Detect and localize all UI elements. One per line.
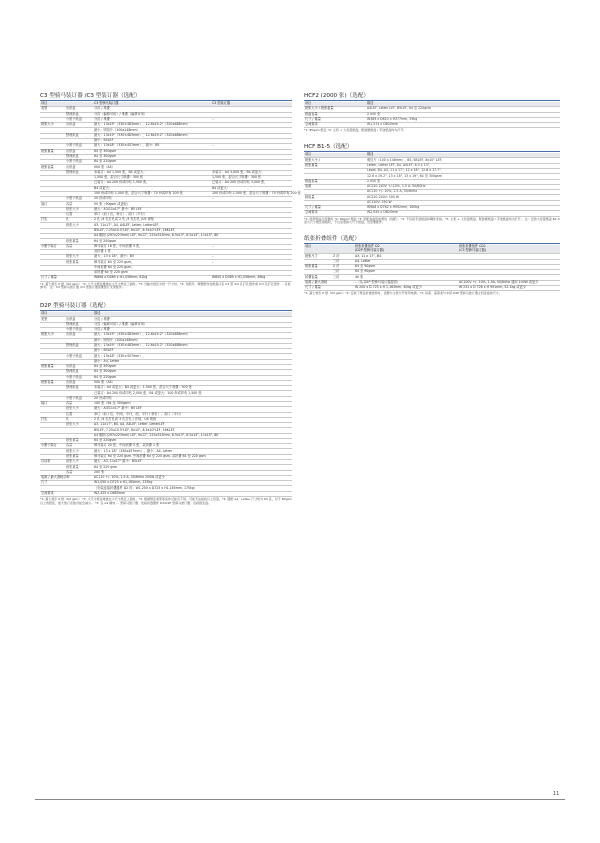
row-value-cell: 40 张 (354, 275, 458, 280)
row-sub-cell: 整理纸盘 (65, 386, 93, 391)
d2p-spec-table (40, 312, 292, 497)
row-sub-cell: 孔 (65, 417, 93, 422)
row-sub-cell: 出纸盘 (65, 317, 93, 322)
row-value-cell: 分页 / 堆叠 (93, 107, 211, 112)
row-group-cell: 折叠容量 (304, 275, 332, 280)
hcf2-notes: *1: 80gsm 纸张 *2: 主机 + 大容量纸盘，配装额纸盘 / 手送纸盘均为打开。 (304, 128, 407, 133)
row-sub-cell: 纸张大小 (65, 223, 93, 228)
row-group-cell: 纸张重量 (304, 163, 366, 168)
row-sub-cell: 整理纸盘 (65, 170, 93, 175)
row-group-cell: 纸张大小 / (304, 158, 366, 163)
row-sub-cell: 纸张大小 (65, 407, 93, 412)
row-sub-cell: 小册子纸盘 (65, 197, 93, 202)
row-sub-cell: 整理纸盘 (65, 133, 93, 138)
row-value-cell: A3, 11x17", A4, A4LEF, Letter, LetterLEF, (93, 223, 211, 228)
header-item: 项目 (40, 312, 93, 317)
d2p-table-body (40, 317, 292, 497)
row-value-cell: AC110 +/- 10%, 2.5 A, 50/60Hz (366, 190, 560, 195)
hcfb15-notes: *1: 使用明信片需要时 *2: 80gsm 纸张 *3: 需配备备用电源线（选配）。*4: 不包括手送纸盘和耦件连接。*5: 主机 + 大容量纸盘、配装额纸盘 / 手送纸盘均为打开。 注：安装大容量纸盘 B1-5 需大尺寸纸张规格时，不仅需更换大尺寸纸盘，也需要配件。 (304, 216, 560, 225)
row-sub-cell: 小册子纸盘 (65, 375, 93, 380)
row-value-cell: 64 至 220 gsm (93, 465, 292, 470)
row-value-cell: 中间折叠 64 至 220 gsm， (93, 265, 211, 270)
row-value-cell: 64 至 220gsm (93, 438, 292, 443)
folder-section (304, 235, 560, 296)
row-value-cell: – (211, 144, 292, 149)
c3-section-title: C3 型骑马装订器 /C3 型装订器（选配） (40, 92, 292, 101)
row-value-cell: 最大：A3, 11x17" 最小：B5LEF (93, 460, 292, 465)
row-sub-cell: 整理纸盘 (65, 112, 93, 117)
row-sub-cell: 纸张大小 (65, 207, 93, 212)
row-value-cell: 分页（偏移可用）/ 堆叠（偏移可用） (93, 112, 211, 117)
header-c3-saddle: C3 型骑马装订器 (93, 102, 211, 107)
row-value-cell: – (211, 197, 292, 202)
row-sub-cell: 位置 (65, 212, 93, 217)
header-description: 描述 (93, 312, 292, 317)
row-value-cell: AC110V: 250 W (366, 200, 560, 205)
row-group-cell: 纸盘容量 (304, 179, 366, 184)
folder-notes: *1: 富士施乐 P 纸（64 gsm）*2: 安装了纸张折叠组件时，需要与主机分开使用电源。*3: 纵深、高度差与中间 D2P 型骑马装订器主机连接的尺寸。 (304, 291, 502, 296)
header-item: 项目 (304, 102, 366, 107)
row-value-cell: 200 张 (93, 470, 292, 475)
row-value-cell: 最小：A4, Letter (93, 359, 292, 364)
c3-spec-table (40, 101, 301, 282)
row-sub-cell: 三折 (332, 270, 354, 275)
row-sub-cell: 整理纸盘 (65, 154, 93, 159)
row-value-cell: 12.6 x 19.2", 13 x 18", 13 x 19", 64 至 300gsm (366, 174, 560, 179)
header-description: 描述 (366, 102, 560, 107)
d2p-section (40, 302, 292, 505)
row-value-cell: 单订（前 / 后，斜订）, 双订（平行） (93, 212, 211, 217)
row-group-cell: 空间要求 (304, 211, 366, 216)
row-value-cell: – (211, 255, 292, 260)
hcf2-spec-table (304, 102, 560, 128)
row-sub-cell: 纸张重量 (65, 438, 93, 443)
row-value-cell: 骑马装订 64 至 220 gsm， (93, 260, 211, 265)
row-sub-cell: 容量 (65, 202, 93, 207)
row-value-cell: （安装连接折叠器件 D2 时：W1,250 x D725 x H1,165mm, 175kg） (93, 486, 292, 491)
header-item: 项目 (40, 102, 93, 107)
row-sub-cell: 纸张重量 (65, 239, 93, 244)
row-group-cell: 纸张重量 (40, 149, 65, 154)
row-value-cell: 分页 / 堆叠 (93, 317, 292, 322)
header-item: 项目 (304, 153, 366, 158)
row-value-cell: 分页 / 堆叠 (93, 328, 292, 333)
row-sub-cell: 容量 (65, 401, 93, 406)
row-value-cell: 最大：A3/11x17" 最小：B5 LEF (93, 407, 292, 412)
row-group-cell: 装订 (40, 202, 65, 207)
row-sub-cell: 纸张重量 (65, 260, 93, 265)
row-value-cell: AC220-240V +/-10%, 1.5 A, 50/60Hz (366, 184, 560, 189)
row-sub-cell: 出纸盘 (65, 364, 93, 369)
row-group-cell: 纸张重量 (40, 364, 65, 369)
row-group-cell: 空间要求 (304, 123, 366, 128)
row-sub-cell: 三折 (332, 259, 354, 264)
row-value-cell: A3, 11x17", B4, A4, A4LEF, Letter, LetterLEF, (93, 423, 292, 428)
row-value-cell: 64 至 200gsm (93, 239, 211, 244)
row-sub-cell: 出纸盘 (65, 165, 93, 170)
row-value-cell: 双折叠 1 张 (93, 249, 211, 254)
row-value-cell: 64 至 90gsm (354, 264, 458, 269)
header-item: 项目 (304, 245, 354, 254)
row-value-cell: 64 至 220gsm (93, 160, 211, 165)
row-sub-cell (65, 276, 93, 281)
folder-section-title: 纸张折叠组件（选配） (304, 235, 560, 244)
hcfb15-section-title: HCF B1-5（选配） (304, 143, 560, 152)
row-value-cell: W1,574 x D800mm (366, 123, 560, 128)
hcfb15-section (304, 143, 560, 225)
row-value-cell: 最大：13x19"（330×483mm），12.6x19.2"（320x488mm） (93, 333, 292, 338)
row-value-cell: 最大：13x19"（330×483mm），12.6x19.2"（320x488mm） (93, 123, 211, 128)
row-value-cell: 64 至 220gsm (93, 375, 292, 380)
row-group-cell: 尺寸 / 重量 (304, 117, 366, 122)
table-row (40, 276, 292, 281)
row-sub-cell: 纸张大小 (65, 423, 93, 428)
right-column (304, 92, 560, 296)
row-sub-cell: 纸张大小 (65, 255, 93, 260)
row-sub-cell: 纸张重量 (65, 454, 93, 459)
row-value-cell: B5LEF, 7.25x10.5"LEF, 8x10", 8.5x10"LEF, 16KLEF, (93, 228, 211, 233)
c3-section (40, 92, 301, 290)
row-value-cell: 已装订：A4 200 份或印有 2,000 张，B4 或更大：100 份或印有 1,500 张 (93, 391, 292, 396)
hcf2-table-body (304, 107, 560, 128)
header-c3-finisher: C3 型装订器 (211, 102, 292, 107)
row-sub-cell: 整理纸盘 (65, 370, 93, 375)
row-value-cell: 明信片（100 x 148mm）, B5, B5LEF, 8x10" LEF, (366, 158, 560, 163)
header-folder-d2: 纸张折叠组件 D2 (D2P 型骑马装订器) (354, 245, 458, 254)
row-sub-cell: 出纸盘 (65, 333, 93, 338)
row-sub-cell: 出纸盘 (65, 149, 93, 154)
row-value-cell: 64 至 300gsm (93, 370, 292, 375)
row-group-cell: 类型 (40, 107, 65, 112)
row-value-cell: – (211, 244, 292, 249)
row-group-cell: 纸张容量 (40, 165, 65, 170)
row-value-cell: W1,050 x D725 x H1,165mm, 135kg (93, 481, 292, 486)
header-folder-cd1: 纸张折叠组件 CD1 (C3 型骑马装订器) (458, 245, 560, 254)
left-column (40, 92, 301, 506)
row-value-cell: A4 帽面 (297x223mm) LEF, 9x11", 215x315mm, 8.5x13", 8.5x14", 11x15", 8K (93, 433, 292, 438)
row-group-cell: 纸张大小 (40, 123, 65, 128)
row-group-cell: 纸张大小 / 纸张重量 (304, 107, 366, 112)
row-group-cell: 尺寸 / 重量 (304, 286, 332, 291)
page-number: 11 (553, 791, 560, 797)
row-value-cell: – (211, 260, 292, 265)
row-value-cell: 2 孔 /4 孔打孔或 2 孔 /3 孔打孔 /US 规格 (93, 218, 211, 223)
row-group-cell: 纸盘容量 (304, 112, 366, 117)
folder-spec-table (304, 245, 560, 291)
c3-table-body (40, 106, 301, 281)
row-value-cell: B4 或更大： (211, 186, 292, 191)
row-value-cell: 50 张（90gsm 或更轻） (93, 202, 211, 207)
row-value-cell: Letter, Letter LEF, A4, A4LEF, 8.5 x 13", (366, 163, 560, 168)
row-sub-cell: 小册子纸盘 (65, 144, 93, 149)
row-value-cell: 20 份或印有 (93, 396, 292, 401)
row-sub-cell: 整理纸盘 (65, 322, 93, 327)
row-sub-cell: 出纸盘 (65, 123, 93, 128)
row-sub-cell: 纸张重量 (65, 465, 93, 470)
row-value-cell: 64 至 300gsm (93, 149, 211, 154)
row-sub-cell: 小册子纸盘 (65, 160, 93, 165)
row-value-cell: 500 张（A4） (93, 165, 211, 170)
row-group-cell: 小册子装订 (40, 444, 65, 449)
row-sub-cell: 位置 (65, 412, 93, 417)
row-value-cell: AC100V +/- 10%, 1.0A, 50/60Hz 通用 100W 或更少 (458, 280, 560, 285)
row-group-cell: 空间要求 (40, 491, 65, 496)
row-value-cell: 最大：13x19"（330×483mm），12.6x19.2"（320x488mm） (93, 133, 211, 138)
row-group-cell: 尺寸 / 重量 (40, 276, 65, 281)
row-value-cell: 最大：13x19"（330×483mm），12.6x19.2"（320x488mm） (93, 343, 292, 348)
row-value-cell: W988 x D762 x H992mm, 160kg (366, 206, 560, 211)
row-value-cell: 未装订：A4 3,000 张，B4 或更大： (211, 170, 292, 175)
row-sub-cell: 容量 (65, 470, 93, 475)
row-value-cell: 2 孔 /4 孔打孔或 3 孔打孔 / 法规，US 规格 (93, 417, 292, 422)
row-sub-cell: 容量 (65, 444, 93, 449)
row-sub-cell: 容量 (65, 244, 93, 249)
table-header-row (304, 245, 560, 254)
row-value-cell: Legal, B4, A3, 11 x 17", 12 x 18", 12.6 x 17.7", (366, 169, 560, 174)
row-value-cell: W2,425 x D880mm (93, 491, 292, 496)
row-value-cell: 最大：13 x 18"，最小：B5 (93, 255, 211, 260)
row-value-cell: W898 x D589 x H1,056mm, 61kg (93, 276, 211, 281)
row-value-cell: 最小：B5LEF (93, 349, 292, 354)
row-sub-cell: 出纸盘 (65, 380, 93, 385)
hcf2-section-title: HCF2 (2000 张)（选配） (304, 92, 560, 101)
row-group-cell: 耗电量 (304, 195, 366, 200)
row-sub-cell: 整理纸盘 (65, 343, 93, 348)
row-value-cell: 1,500 张，混合尺寸堆叠：300 张 (211, 175, 292, 180)
row-sub-cell: 小册子纸盘 (65, 354, 93, 359)
row-value-cell: 未装订：A4 或更大：B4 或更大：1,500 张，混合尺寸堆叠：300 张 (93, 386, 292, 391)
row-value-cell: B4 或更大： (93, 186, 211, 191)
row-group-cell: 电源 (304, 184, 366, 189)
row-value-cell: 最小：B5LEF (93, 138, 211, 143)
row-value-cell: 最大：A3/11x17" 最小：B5 LEF (93, 207, 211, 212)
row-group-cell: 打孔 (40, 417, 65, 422)
row-value-cell: W2,045 x D804mm (366, 211, 560, 216)
row-group-cell: 纸张容量 (40, 380, 65, 385)
row-sub-cell: 小册子纸盘 (65, 117, 93, 122)
row-value-cell: A4 帽面 (297x223mm) LEF, 9x11", 215x315mm, 8.5x13", 8.5x14", 11x15", 8K (94, 233, 219, 238)
row-value-cell: AC220-240V: 300 W (366, 195, 560, 200)
row-group-cell: 装订 (40, 401, 65, 406)
row-group-cell: 电源 / 最大消耗功率 (41, 475, 70, 480)
row-sub-cell: 孔 (65, 218, 93, 223)
row-value-cell: – (211, 117, 292, 122)
row-value-cell: 骑马装订 64 至 220 gsm, 中间折叠 64 至 220 gsm, 双折叠 64 至 220 gsm (93, 454, 292, 459)
hcfb15-spec-table (304, 153, 560, 216)
row-value-cell: W 200 x D 725 x H 1,163mm, 40kg 或更少 (354, 286, 458, 291)
row-value-cell: W389 x D610 x H377mm, 29kg (366, 117, 560, 122)
row-sub-cell: 纸张大小 (65, 460, 93, 465)
row-sub-cell: 小册子纸盘 (65, 396, 93, 401)
row-value-cell: 最大：13 x 18"（330x457mm），最小：A4, Letter (93, 449, 292, 454)
c3-notes: *1: 富士施乐 P 纸（64 gsm） *2: 大尺寸纸张堆叠在小尺寸纸张上面时。*3: 当输出纸张为同一尺寸时。*4: 当配件、调整配件在纸盘口张 C3 型 2/4 孔打孔组件或 2/3 孔打孔组件 ... 仅供参考。 注：C3 型骑马装订器 /C3 型装订器需要装订支架配件。 (40, 281, 291, 290)
row-group-cell: 小册子装订 (40, 244, 65, 249)
row-group-cell: 尺寸 / 重量 (304, 206, 366, 211)
row-value-cell: 最大：13x18"（330×457mm），最小：B5 (93, 144, 211, 149)
d2p-notes: *1: 富士施乐 P 纸（64 gsm） *2: 大尺寸纸张堆叠在小尺寸纸张上面时。*3: 根据纸张类型等条件可能有不同。可能无法接收以上容量。*4: 随纸 A4、Letter 尺寸时为 65 张，对于 80gsm 以上的纸张，最大装订张数可能会减少。 *5: 仅 A4 横向 ... 型骑马装订器、连接折叠器件 D2/D2P 型骑马装订器、连接纸张盘。 (40, 497, 292, 505)
hcf2-section (304, 92, 560, 133)
row-value-cell: A4LEF, Letter LEF, B5LEF, 64 至 220gsm (366, 107, 560, 112)
row-value-cell: 100 张（64 至 300gsm） (93, 401, 292, 406)
header-description: 描述 (366, 153, 560, 158)
row-group-cell: 自动折 (40, 460, 65, 465)
row-group-cell: 电源 / 最大消耗 (304, 280, 332, 285)
row-sub-cell: 三折 (332, 275, 354, 280)
row-value-cell: 100 份或印有 1,500 张，混合尺寸堆叠：70 份或印有 200 张 (212, 190, 301, 195)
row-sub-cell (65, 491, 93, 496)
table-row (40, 491, 292, 496)
row-group-cell: 纸张重量 (304, 264, 332, 269)
row-value-cell: 64 至 300gsm (93, 154, 211, 159)
row-group-cell: 纸张大小 (40, 333, 65, 338)
row-sub-cell: Z 折 (332, 264, 354, 269)
row-value-cell: 500 张（A4） (93, 380, 292, 385)
row-value-cell: 未装订：A4 1,500 张，B4 或更大： (93, 170, 211, 175)
row-value-cell: 最大：13x18"（330×457mm）， (93, 354, 292, 359)
row-value-cell: 20 份或印有 (93, 197, 211, 202)
row-value-cell: 骑马装订 16 张，中间折叠 5 张， (93, 244, 211, 249)
row-group-cell: 尺寸 (40, 481, 65, 486)
row-value-cell: 骑马装订 20 张，中间折叠 5 张，双折叠 1 张 (93, 444, 292, 449)
row-sub-cell: 纸张大小 (65, 449, 93, 454)
row-sub-cell: 小册子纸盘 (65, 328, 93, 333)
row-value-cell: A3, 11 x 17", B4 (354, 254, 458, 259)
row-value-cell: A4, Letter (354, 259, 458, 264)
hcfb15-table-body (304, 158, 560, 216)
row-value-cell: W 232 x D 726 x H 991mm, 52.1kg 或更少 (458, 286, 560, 291)
row-value-cell: 分页 / 堆叠 (93, 117, 211, 122)
row-value-cell: B5LEF, 7.25x10.5"LEF, 8x10", 8.5x10"LEF, 16KLEF, (93, 428, 292, 433)
row-value-cell: 已装订：A4 200 份或印有 1,500 张， (93, 181, 211, 186)
row-sub-cell: 出纸盘 (65, 107, 93, 112)
row-value-cell: 64 至 90gsm (354, 270, 458, 275)
row-value-cell: 2,000 张 (366, 112, 560, 117)
row-value-cell: 64 至 300gsm (93, 364, 292, 369)
row-value-cell: 已装订：A4 200 份或印有 3,000 张， (211, 181, 292, 186)
row-value-cell: AC110 +/- 10%, 2.5 A, 50/60Hz 200W 或更少 (93, 475, 292, 480)
row-group-cell: 纸张尺寸 (304, 254, 332, 259)
row-value-cell: 分页（偏移可用）/ 堆叠（偏移可用） (93, 322, 292, 327)
table-row (304, 211, 560, 216)
folder-table-body (304, 254, 560, 291)
row-value-cell: 最小：明信片（100x148mm） (93, 128, 211, 133)
row-value-cell: 1,500 张，混合尺寸堆叠：300 张 (93, 175, 211, 180)
row-value-cell: 单折叠 64 至 220 gsm (93, 271, 211, 276)
row-group-cell: 类型 (40, 317, 65, 322)
row-value-cell: 单订（前 / 后，中间，平行，前，平行 / 斜钉），双订（平行） (93, 412, 292, 417)
row-value-cell: 2,000 张 (366, 179, 560, 184)
row-value-cell: W850 x D589 x H1,056mm, 46kg (211, 276, 292, 281)
row-group-cell: 打孔 (40, 218, 65, 223)
row-value-cell: 最小：明信片（100x148mm） (93, 338, 292, 343)
row-value-cell: 100 份或印有 1,500 张，混合尺寸堆叠：70 份或印有 200 张 (93, 191, 211, 196)
d2p-section-title: D2P 型骑马装订器（选配） (40, 302, 292, 311)
row-value-cell: –（从 D2P 型骑马装订器提供） (354, 280, 458, 285)
row-sub-cell: Z 折 (332, 254, 354, 259)
